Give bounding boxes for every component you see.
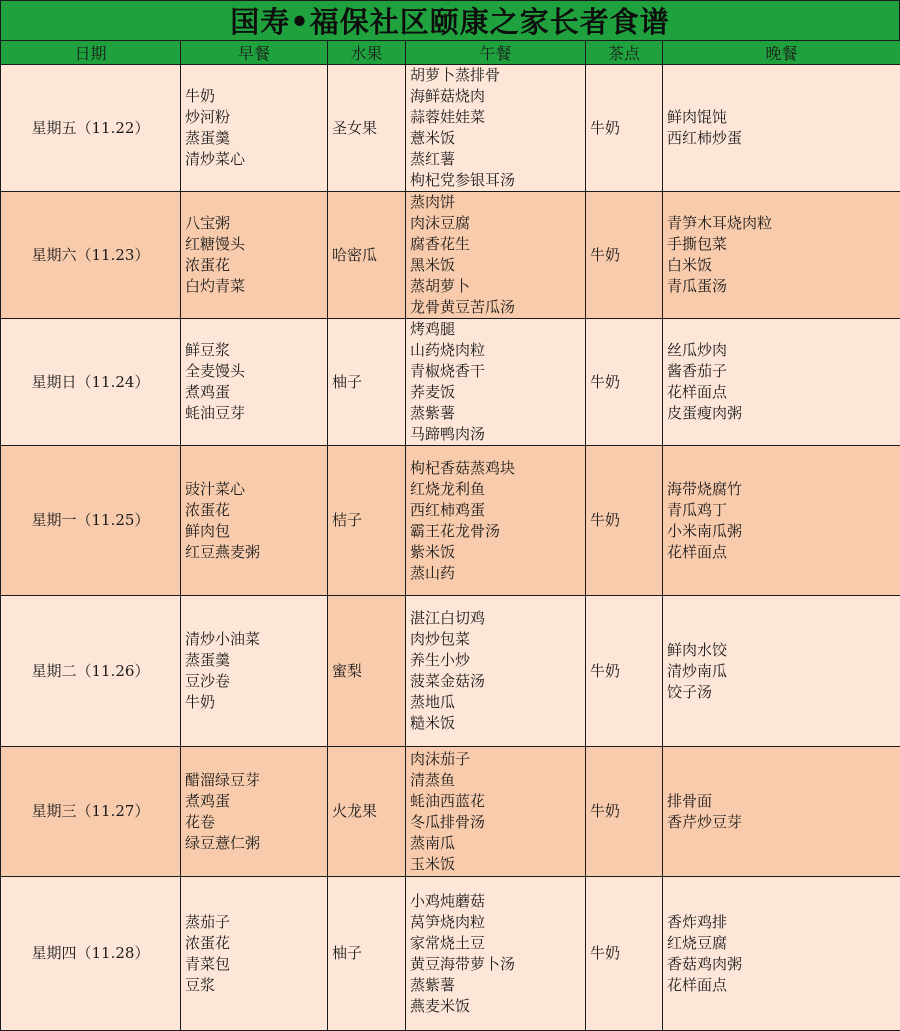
breakfast-item: 豆浆 [185,975,327,996]
day-row [1,319,900,446]
lunch-item: 枸杞香菇蒸鸡块 [410,458,585,479]
lunch-item: 肉炒包菜 [410,629,585,650]
tea-cell [586,319,663,446]
dinner-cell [663,877,900,1031]
lunch-cell [406,596,586,747]
dinner-cell [663,319,900,446]
header-lunch: 午餐 [406,41,586,65]
breakfast-item: 豆沙卷 [185,671,327,692]
lunch-item: 蒸地瓜 [410,692,585,713]
dinner-item: 香芹炒豆芽 [667,812,900,833]
lunch-item: 糙米饭 [410,713,585,734]
dinner-item: 鲜肉馄饨 [667,107,900,128]
breakfast-cell [181,446,328,596]
fruit-text: 圣女果 [332,118,405,139]
breakfast-cell [181,65,328,192]
fruit-cell [328,747,406,877]
breakfast-item: 白灼青菜 [185,276,327,297]
lunch-item: 山药烧肉粒 [410,340,585,361]
day-row [1,192,900,319]
tea-text: 牛奶 [590,245,662,266]
tea-cell [586,192,663,319]
breakfast-cell [181,747,328,877]
fruit-text: 蜜梨 [332,661,405,682]
dinner-item: 红烧豆腐 [667,933,900,954]
breakfast-item: 青菜包 [185,954,327,975]
date-text: 星期四（11.28） [1,943,180,964]
lunch-item: 红烧龙利鱼 [410,479,585,500]
dinner-item: 青瓜蛋汤 [667,276,900,297]
tea-cell [586,747,663,877]
header-tea: 茶点 [586,41,663,65]
breakfast-item: 浓蛋花 [185,500,327,521]
dinner-item: 小米南瓜粥 [667,521,900,542]
date-text: 星期五（11.22） [1,118,180,139]
breakfast-item: 清炒小油菜 [185,629,327,650]
dinner-item: 饺子汤 [667,682,900,703]
date-cell [1,319,181,446]
breakfast-item: 煮鸡蛋 [185,791,327,812]
breakfast-item: 豉汁菜心 [185,479,327,500]
fruit-cell [328,596,406,747]
dinner-item: 鲜肉水饺 [667,640,900,661]
day-row [1,446,900,596]
lunch-item: 蒸红薯 [410,149,585,170]
lunch-item: 西红柿鸡蛋 [410,500,585,521]
fruit-cell [328,65,406,192]
fruit-text: 桔子 [332,510,405,531]
dinner-item: 青瓜鸡丁 [667,500,900,521]
breakfast-cell [181,596,328,747]
dinner-item: 酱香茄子 [667,361,900,382]
date-text: 星期二（11.26） [1,661,180,682]
tea-cell [586,877,663,1031]
tea-text: 牛奶 [590,943,662,964]
dinner-item: 香菇鸡肉粥 [667,954,900,975]
lunch-cell [406,446,586,596]
date-text: 星期三（11.27） [1,801,180,822]
dinner-item: 海带烧腐竹 [667,479,900,500]
dinner-item: 白米饭 [667,255,900,276]
lunch-item: 清蒸鱼 [410,770,585,791]
fruit-text: 柚子 [332,943,405,964]
dinner-item: 青笋木耳烧肉粒 [667,213,900,234]
dinner-item: 排骨面 [667,791,900,812]
lunch-item: 菠菜金菇汤 [410,671,585,692]
breakfast-item: 花卷 [185,812,327,833]
fruit-text: 哈密瓜 [332,245,405,266]
day-row [1,747,900,877]
breakfast-item: 清炒菜心 [185,149,327,170]
fruit-cell [328,319,406,446]
lunch-item: 蒸肉饼 [410,192,585,213]
breakfast-item: 蒸蛋羹 [185,128,327,149]
tea-cell [586,65,663,192]
lunch-item: 胡萝卜蒸排骨 [410,65,585,86]
lunch-item: 薏米饭 [410,128,585,149]
date-text: 星期日（11.24） [1,372,180,393]
header-row [1,41,900,65]
breakfast-cell [181,319,328,446]
lunch-cell [406,877,586,1031]
dinner-item: 清炒南瓜 [667,661,900,682]
day-row [1,65,900,192]
header-breakfast: 早餐 [181,41,328,65]
breakfast-item: 浓蛋花 [185,933,327,954]
day-row [1,877,900,1031]
date-text: 星期六（11.23） [1,245,180,266]
breakfast-item: 红糖馒头 [185,234,327,255]
lunch-item: 海鲜菇烧肉 [410,86,585,107]
lunch-item: 湛江白切鸡 [410,608,585,629]
date-cell [1,192,181,319]
breakfast-item: 炒河粉 [185,107,327,128]
lunch-item: 蒸胡萝卜 [410,276,585,297]
breakfast-item: 浓蛋花 [185,255,327,276]
lunch-item: 冬瓜排骨汤 [410,812,585,833]
breakfast-item: 鲜豆浆 [185,340,327,361]
breakfast-item: 蚝油豆芽 [185,403,327,424]
page-title: 国寿•福保社区颐康之家长者食谱 [0,0,900,41]
lunch-item: 家常烧土豆 [410,933,585,954]
breakfast-cell [181,192,328,319]
dinner-cell [663,192,900,319]
lunch-item: 蒜蓉娃娃菜 [410,107,585,128]
tea-cell [586,596,663,747]
date-text: 星期一（11.25） [1,510,180,531]
tea-text: 牛奶 [590,801,662,822]
lunch-item: 青椒烧香干 [410,361,585,382]
lunch-item: 紫米饭 [410,542,585,563]
date-cell [1,446,181,596]
lunch-item: 莴笋烧肉粒 [410,912,585,933]
header-date: 日期 [1,41,181,65]
breakfast-item: 蒸蛋羹 [185,650,327,671]
lunch-item: 燕麦米饭 [410,996,585,1017]
lunch-item: 肉沫茄子 [410,749,585,770]
fruit-cell [328,446,406,596]
lunch-item: 肉沫豆腐 [410,213,585,234]
tea-text: 牛奶 [590,661,662,682]
dinner-item: 西红柿炒蛋 [667,128,900,149]
dinner-item: 手撕包菜 [667,234,900,255]
breakfast-cell [181,877,328,1031]
fruit-cell [328,877,406,1031]
tea-text: 牛奶 [590,510,662,531]
lunch-cell [406,747,586,877]
tea-text: 牛奶 [590,118,662,139]
lunch-item: 蚝油西蓝花 [410,791,585,812]
lunch-item: 小鸡炖蘑菇 [410,891,585,912]
dinner-item: 香炸鸡排 [667,912,900,933]
lunch-item: 蒸山药 [410,563,585,584]
breakfast-item: 八宝粥 [185,213,327,234]
lunch-item: 烤鸡腿 [410,319,585,340]
dinner-item: 花样面点 [667,975,900,996]
day-row [1,596,900,747]
header-fruit: 水果 [328,41,406,65]
menu-table [0,40,900,1031]
dinner-cell [663,747,900,877]
tea-text: 牛奶 [590,372,662,393]
lunch-item: 养生小炒 [410,650,585,671]
breakfast-item: 红豆燕麦粥 [185,542,327,563]
lunch-item: 玉米饭 [410,854,585,875]
lunch-item: 荞麦饭 [410,382,585,403]
breakfast-item: 全麦馒头 [185,361,327,382]
date-cell [1,747,181,877]
lunch-item: 蒸紫薯 [410,403,585,424]
lunch-item: 黑米饭 [410,255,585,276]
lunch-cell [406,65,586,192]
dinner-item: 皮蛋瘦肉粥 [667,403,900,424]
dinner-item: 丝瓜炒肉 [667,340,900,361]
lunch-cell [406,192,586,319]
tea-cell [586,446,663,596]
lunch-item: 蒸紫薯 [410,975,585,996]
lunch-item: 马蹄鸭肉汤 [410,424,585,445]
lunch-item: 霸王花龙骨汤 [410,521,585,542]
breakfast-item: 蒸茄子 [185,912,327,933]
dinner-item: 花样面点 [667,542,900,563]
breakfast-item: 牛奶 [185,86,327,107]
lunch-item: 龙骨黄豆苦瓜汤 [410,297,585,318]
dinner-cell [663,596,900,747]
breakfast-item: 煮鸡蛋 [185,382,327,403]
lunch-item: 黄豆海带萝卜汤 [410,954,585,975]
fruit-text: 火龙果 [332,801,405,822]
breakfast-item: 绿豆薏仁粥 [185,833,327,854]
dinner-cell [663,65,900,192]
date-cell [1,596,181,747]
breakfast-item: 醋溜绿豆芽 [185,770,327,791]
date-cell [1,65,181,192]
lunch-item: 腐香花生 [410,234,585,255]
lunch-item: 蒸南瓜 [410,833,585,854]
dinner-item: 花样面点 [667,382,900,403]
header-dinner: 晚餐 [663,41,900,65]
breakfast-item: 鲜肉包 [185,521,327,542]
lunch-item: 枸杞党参银耳汤 [410,170,585,191]
dinner-cell [663,446,900,596]
fruit-text: 柚子 [332,372,405,393]
date-cell [1,877,181,1031]
fruit-cell [328,192,406,319]
lunch-cell [406,319,586,446]
breakfast-item: 牛奶 [185,692,327,713]
